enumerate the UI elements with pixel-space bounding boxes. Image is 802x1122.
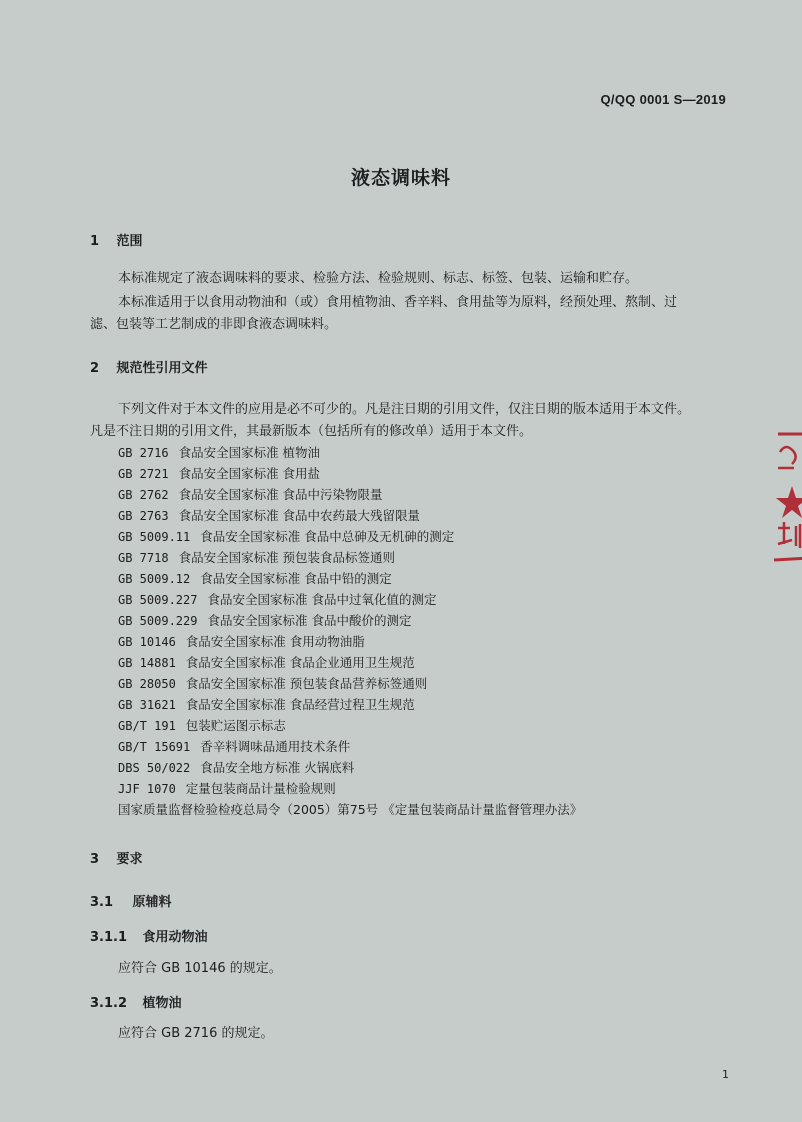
reference-item [118,505,582,526]
reference-title: 食品安全国家标准 食品中过氧化值的测定 [207,592,437,607]
reference-code: GB 7718 [118,551,169,565]
subsection-3-1-2-text: 应符合 GB 2716 的规定。 [118,1026,274,1041]
reference-item [118,589,582,610]
section-title: 范围 [116,234,143,249]
reference-item [118,715,582,736]
reference-title: 香辛料调味品通用技术条件 [200,739,351,754]
reference-item [118,442,582,463]
subsection-3-1-heading [90,891,172,910]
reference-title: 食品安全地方标准 火锅底料 [200,760,355,775]
references-intro-line-1: 下列文件对于本文件的应用是必不可少的。凡是注日期的引用文件，仅注日期的版本适用于本文件。 [118,402,691,417]
section-number: 3.1.2 [90,996,128,1011]
reference-item [118,568,582,589]
reference-title: 食品安全国家标准 植物油 [178,445,321,460]
reference-title: 食品安全国家标准 食品中农药最大残留限量 [178,508,421,523]
reference-item [118,631,582,652]
reference-title: 食品安全国家标准 食品经营过程卫生规范 [185,697,415,712]
subsection-3-1-2-heading [90,992,182,1011]
reference-title: 食品安全国家标准 食品中酸价的测定 [207,613,412,628]
reference-code: GB 5009.12 [118,572,191,586]
reference-title: 定量包装商品计量检验规则 [185,781,336,796]
reference-title: 食品安全国家标准 食品企业通用卫生规范 [185,655,415,670]
reference-title: 食品安全国家标准 食品中总砷及无机砷的测定 [200,529,455,544]
reference-code: GB 2716 [118,446,169,460]
references-intro-line-2: 凡是不注日期的引用文件，其最新版本（包括所有的修改单）适用于本文件。 [90,424,533,439]
reference-code: GB 2763 [118,509,169,523]
section-title: 要求 [116,852,143,867]
reference-code: GB/T 191 [118,719,176,733]
reference-title: 食品安全国家标准 食用动物油脂 [185,634,365,649]
reference-code: GB 14881 [118,656,176,670]
reference-title: 食品安全国家标准 预包装食品营养标签通则 [185,676,428,691]
reference-title: 食品安全国家标准 食品中污染物限量 [178,487,383,502]
section-title: 规范性引用文件 [116,361,208,376]
reference-item [118,799,582,820]
reference-item [118,610,582,631]
standard-code: Q/QQ 0001 S—2019 [600,92,726,107]
reference-item [118,484,582,505]
reference-title: 国家质量监督检验检疫总局令（2005）第75号 《定量包装商品计量监督管理办法》 [118,802,583,817]
reference-list [118,442,582,820]
reference-item [118,673,582,694]
reference-code: GB 5009.229 [118,614,198,628]
page-number: 1 [722,1068,729,1081]
section-1-heading [90,230,143,249]
reference-title: 食品安全国家标准 预包装食品标签通则 [178,550,396,565]
reference-item [118,526,582,547]
section-3-heading [90,848,143,867]
section-number: 3.1.1 [90,930,128,945]
section-title: 食用动物油 [142,930,208,945]
reference-code: DBS 50/022 [118,761,191,775]
section-title: 原辅料 [132,895,172,910]
section-number: 3.1 [90,895,114,910]
reference-item [118,547,582,568]
reference-code: GB/T 15691 [118,740,191,754]
reference-code: JJF 1070 [118,782,176,796]
reference-code: GB 2721 [118,467,169,481]
reference-item [118,736,582,757]
scope-paragraph-2-line-1: 本标准适用于以食用动物油和（或）食用植物油、香辛料、食用盐等为原料，经预处理、熬制、过 [118,295,678,310]
section-title: 植物油 [142,996,182,1011]
reference-item [118,694,582,715]
reference-title: 包装贮运图示标志 [185,718,286,733]
scope-paragraph-1: 本标准规定了液态调味料的要求、检验方法、检验规则、标志、标签、包装、运输和贮存。 [118,271,639,286]
reference-item [118,652,582,673]
subsection-3-1-1-heading [90,926,208,945]
seal-stamp [770,428,802,568]
section-2-heading [90,357,208,376]
reference-item [118,757,582,778]
reference-code: GB 28050 [118,677,176,691]
document-title: 液态调味料 [350,167,451,189]
reference-title: 食品安全国家标准 食品中铅的测定 [200,571,392,586]
reference-title: 食品安全国家标准 食用盐 [178,466,321,481]
reference-code: GB 5009.11 [118,530,191,544]
reference-item [118,463,582,484]
reference-code: GB 31621 [118,698,176,712]
section-number: 3 [90,852,100,867]
reference-code: GB 2762 [118,488,169,502]
section-number: 2 [90,361,100,376]
reference-code: GB 10146 [118,635,176,649]
reference-item [118,778,582,799]
subsection-3-1-1-text: 应符合 GB 10146 的规定。 [118,961,282,976]
scope-paragraph-2-line-2: 滤、包装等工艺制成的非即食液态调味料。 [90,317,338,332]
section-number: 1 [90,234,100,249]
reference-code: GB 5009.227 [118,593,198,607]
